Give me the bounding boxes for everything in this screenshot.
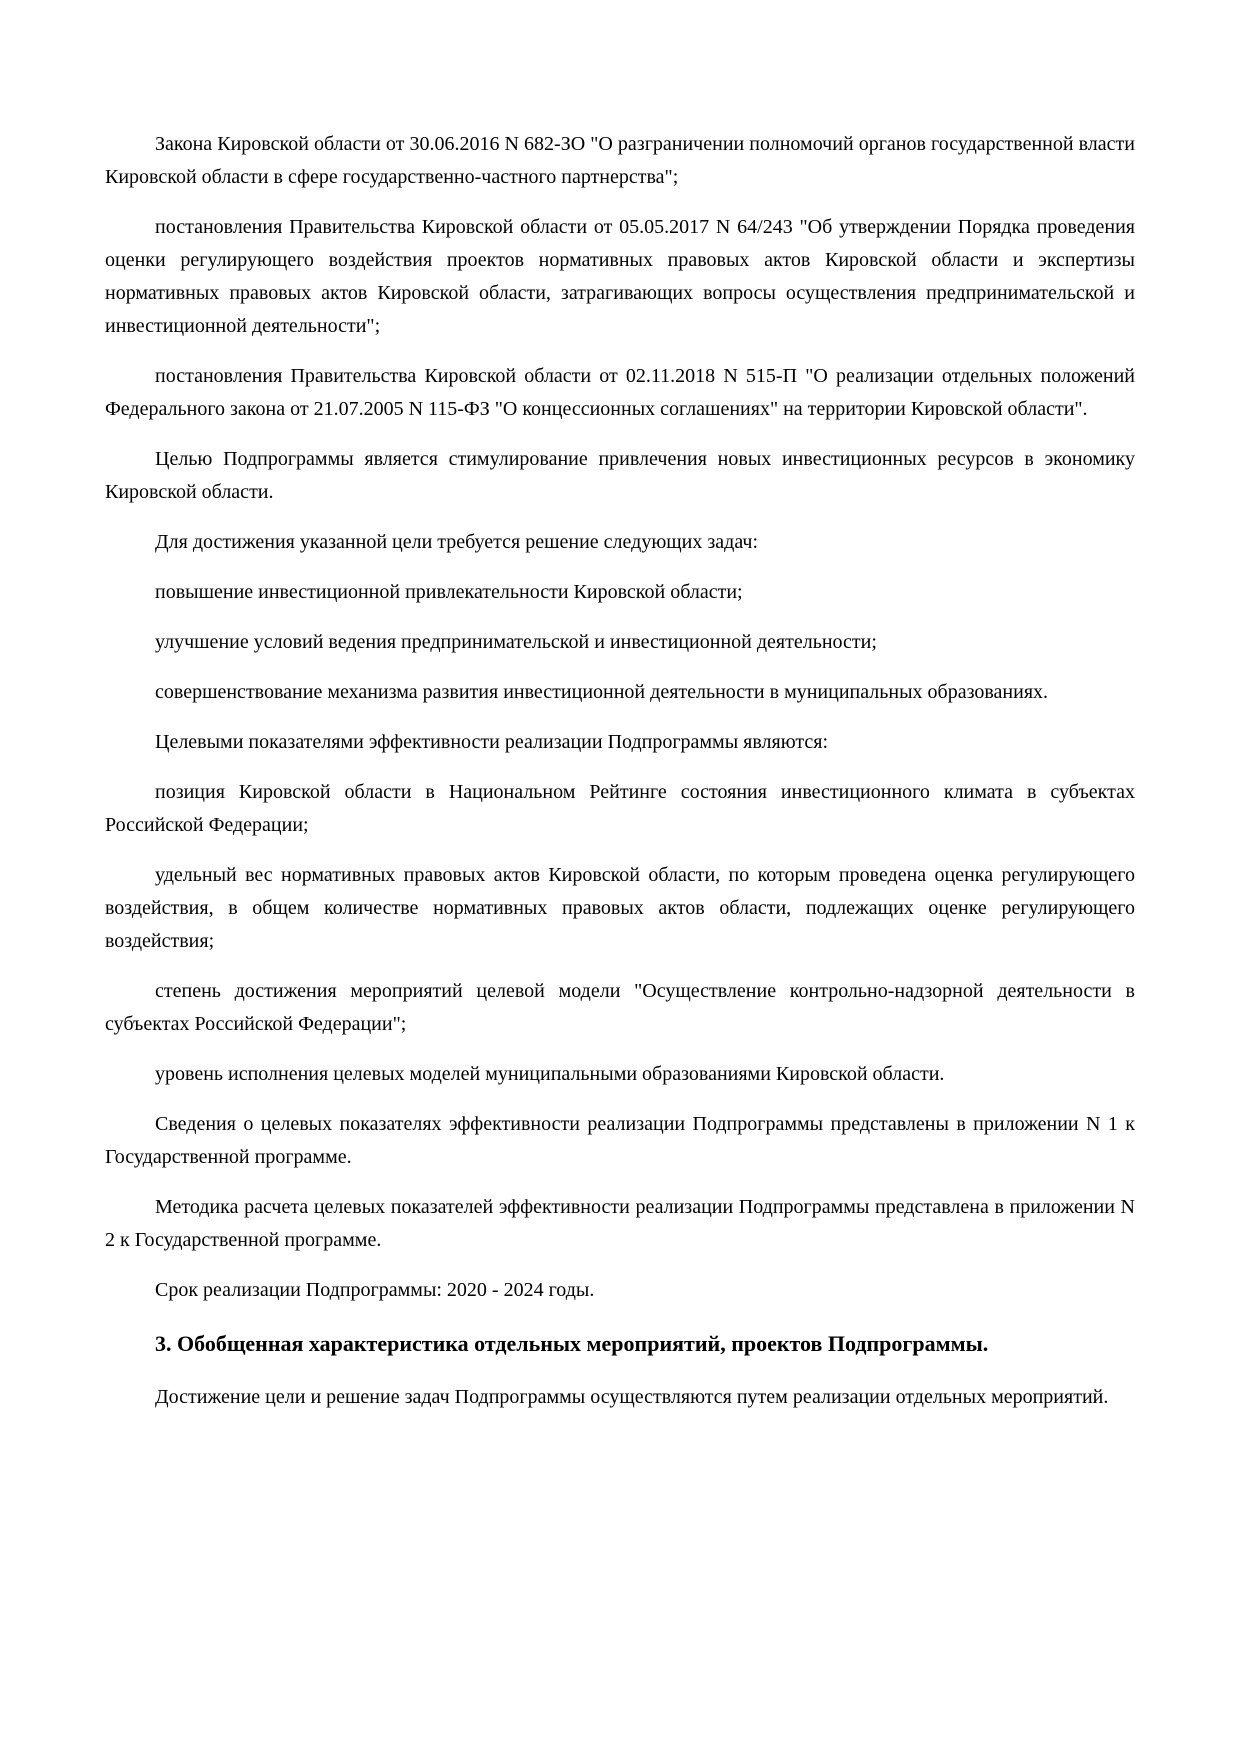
paragraph-achievement: Достижение цели и решение задач Подпрограммы осуществляются путем реализации отдельных мероприятий. [155, 1386, 1109, 1408]
paragraph-subprogram-goal: Целью Подпрограммы является стимулирование привлечения новых инвестиционных ресурсов в экономику Кировской области. [105, 448, 1135, 503]
paragraph-task-mechanism: совершенствование механизма развития инвестиционной деятельности в муниципальных образованиях. [155, 681, 1049, 703]
paragraph-resolution-64-243: постановления Правительства Кировской области от 05.05.2017 N 64/243 "Об утверждении Порядка проведения оценки регулирующего воздействия проектов нормативных правовых актов Кировской области и экспертизы нормативных правовых актов Кировской области, затрагивающих вопросы осуществления предпринимательской и инвестиционной деятельности"; [105, 216, 1135, 337]
paragraph-indicator-share: удельный вес нормативных правовых актов Кировской области, по которым проведена оценка регулирующего воздействия, в общем количестве нормативных правовых актов области, подлежащих оценке регулирующего воздействия; [105, 864, 1135, 952]
paragraph-term: Срок реализации Подпрограммы: 2020 - 2024 годы. [155, 1279, 595, 1301]
paragraph-indicators-intro: Целевыми показателями эффективности реализации Подпрограммы являются: [155, 731, 829, 753]
section-heading-3: 3. Обобщенная характеристика отдельных мероприятий, проектов Подпрограммы. [155, 1331, 989, 1356]
paragraph-annex-2: Методика расчета целевых показателей эффективности реализации Подпрограммы представлена в приложении N 2 к Государственной программе. [105, 1196, 1135, 1251]
paragraph-annex-1: Сведения о целевых показателях эффективности реализации Подпрограммы представлены в приложении N 1 к Государственной программе. [105, 1113, 1135, 1168]
paragraph-law-682-zo: Закона Кировской области от 30.06.2016 N 682-ЗО "О разграничении полномочий органов государственной власти Кировской области в сфере государственно-частного партнерства"; [105, 133, 1135, 188]
paragraph-task-attractiveness: повышение инвестиционной привлекательности Кировской области; [155, 581, 743, 603]
paragraph-task-conditions: улучшение условий ведения предпринимательской и инвестиционной деятельности; [155, 631, 877, 653]
paragraph-indicator-rating: позиция Кировской области в Национальном Рейтинге состояния инвестиционного климата в субъектах Российской Федерации; [105, 781, 1135, 836]
paragraph-tasks-intro: Для достижения указанной цели требуется решение следующих задач: [155, 531, 759, 553]
paragraph-resolution-515-p: постановления Правительства Кировской области от 02.11.2018 N 515-П "О реализации отдельных положений Федерального закона от 21.07.2005 N 115-ФЗ "О концессионных соглашениях" на территории Кировской области". [105, 365, 1135, 420]
paragraph-indicator-level: уровень исполнения целевых моделей муниципальными образованиями Кировской области. [155, 1063, 945, 1085]
paragraph-indicator-model: степень достижения мероприятий целевой модели "Осуществление контрольно-надзорной деятельности в субъектах Российской Федерации"; [105, 980, 1135, 1035]
